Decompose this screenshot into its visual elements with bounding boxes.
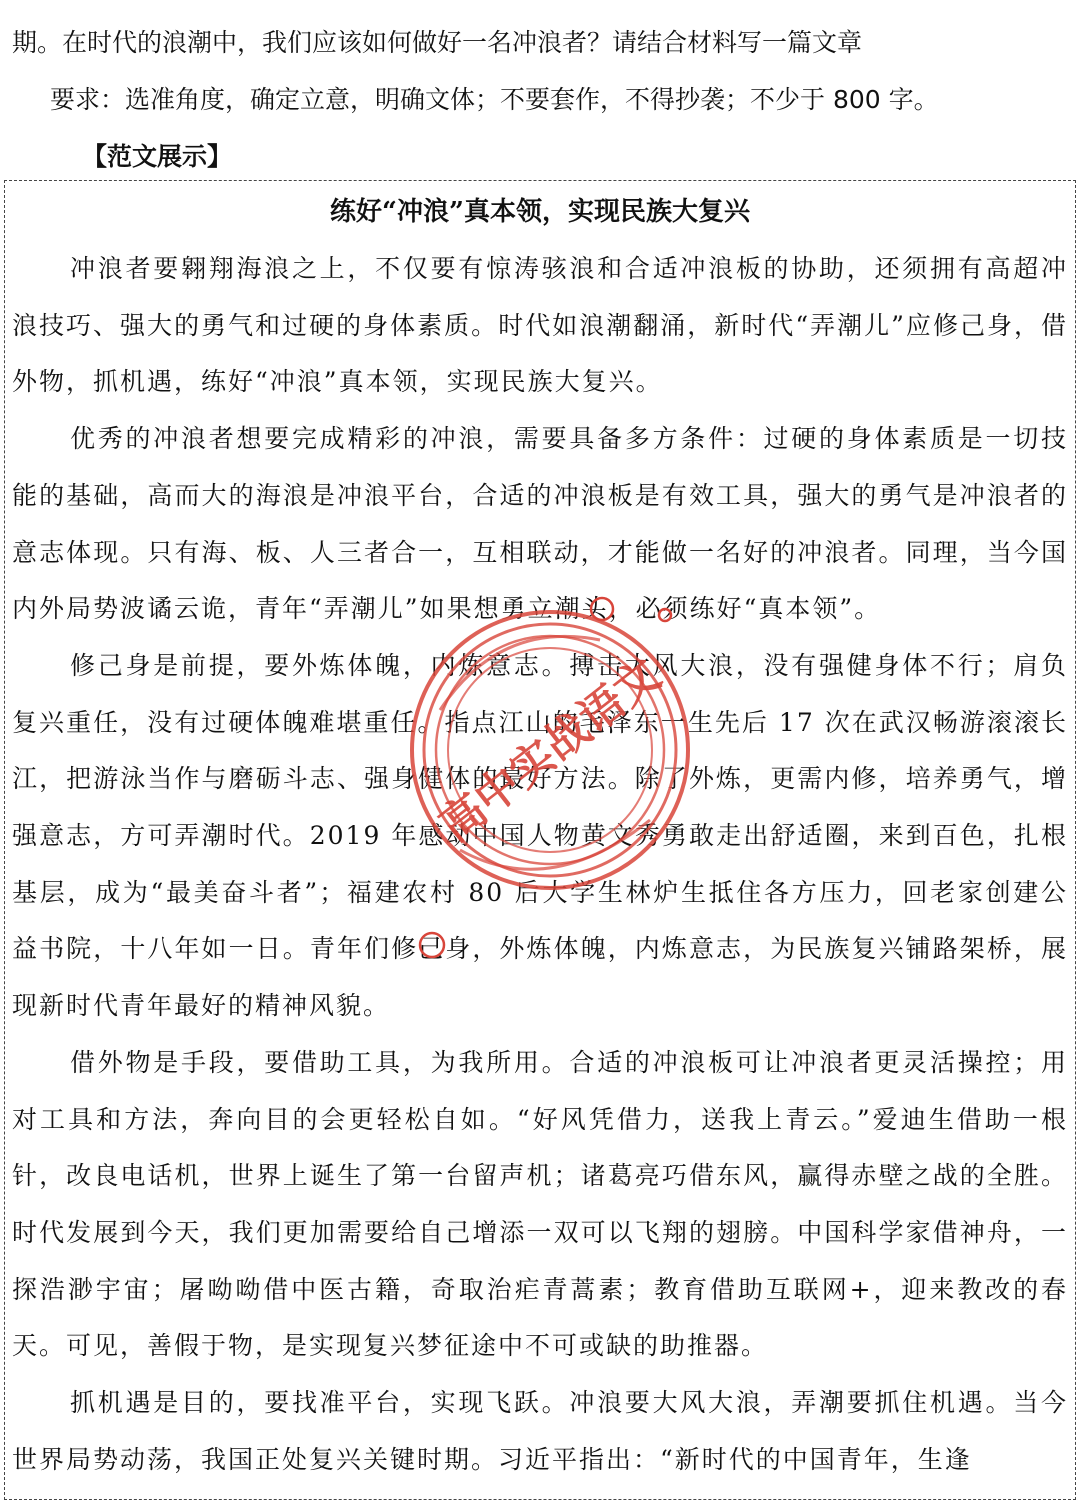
essay-paragraph: 修己身是前提，要外炼体魄，内炼意志。搏击大风大浪，没有强健身体不行；肩负复兴重任，没有过硬体魄难堪重任。指点江山的毛泽东一生先后 17 次在武汉畅游滚滚长江，把游泳当作与磨砺斗志、强身健体的最好方法。除了外炼，更需内修，培养勇气，增强意志，方可弄潮时代。2019 年感动中国人物黄文秀勇敢走出舒适圈，来到百色，扎根基层，成为“最美奋斗者”；福建农村 80 后大学生林炉生抵住各方压力，回老家创建公益书院，十八年如一日。青年们修己身，外炼体魄，内炼意志，为民族复兴铺路架桥，展现新时代青年最好的精神风貌。 bbox=[12, 650, 1068, 1021]
stamp-text: 高中实战语文 bbox=[430, 649, 671, 852]
prompt-intro bbox=[12, 14, 1072, 185]
section-label: 【范文展示】 bbox=[82, 142, 233, 171]
essay-paragraph: 优秀的冲浪者想要完成精彩的冲浪，需要具备多方条件：过硬的身体素质是一切技能的基础，高而大的海浪是冲浪平台，合适的冲浪板是有效工具，强大的勇气是冲浪者的意志体现。只有海、板、人三者合一，互相联动，才能做一名好的冲浪者。同理，当今国内外局势波谲云诡，青年“弄潮儿”如果想勇立潮头，必须练好“真本领”。 bbox=[12, 424, 1068, 624]
essay-body bbox=[12, 241, 1068, 1488]
prompt-line: 期。在时代的浪潮中，我们应该如何做好一名冲浪者？请结合材料写一篇文章 bbox=[12, 28, 863, 57]
essay-title: 练好“冲浪”真本领，实现民族大复兴 bbox=[330, 197, 750, 227]
prompt-requirements: 要求：选准角度，确定立意，明确文体；不要套作，不得抄袭；不少于 800 字。 bbox=[50, 85, 939, 114]
essay-paragraph: 借外物是手段，要借助工具，为我所用。合适的冲浪板可让冲浪者更灵活操控；用对工具和方法，奔向目的会更轻松自如。“好风凭借力，送我上青云。”爱迪生借助一根针，改良电话机，世界上诞生了第一台留声机；诸葛亮巧借东风，赢得赤壁之战的全胜。时代发展到今天，我们更加需要给自己增添一双可以飞翔的翅膀。中国科学家借神舟，一探浩渺宇宙；屠呦呦借中医古籍，奇取治疟青蒿素；教育借助互联网+，迎来教改的春天。可见，善假于物，是实现复兴梦征途中不可或缺的助推器。 bbox=[12, 1047, 1068, 1361]
essay-paragraph: 冲浪者要翱翔海浪之上，不仅要有惊涛骇浪和合适冲浪板的协助，还须拥有高超冲浪技巧、强大的勇气和过硬的身体素质。时代如浪潮翻涌，新时代“弄潮儿”应修己身，借外物，抓机遇，练好“冲浪”真本领，实现民族大复兴。 bbox=[12, 254, 1068, 397]
essay-paragraph: 抓机遇是目的，要找准平台，实现飞跃。冲浪要大风大浪，弄潮要抓住机遇。当今世界局势动荡，我国正处复兴关键时期。习近平指出：“新时代的中国青年，生逢 bbox=[12, 1388, 1068, 1474]
